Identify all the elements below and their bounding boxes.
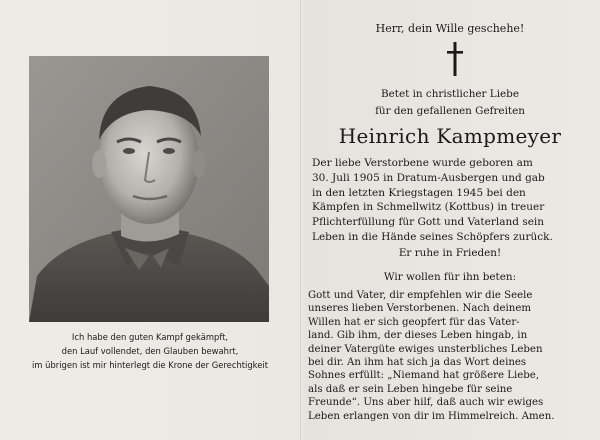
biography-text <box>312 156 576 245</box>
prayer-line: Leben erlangen von dir im Himmelreich. Amen. <box>308 410 555 422</box>
motto: Herr, dein Wille geschehe! <box>375 22 525 35</box>
prayer-line: Willen hat er sich geopfert für das Vater- <box>308 316 520 328</box>
prayer-line: land. Gib ihm, der dieses Leben hingab, in <box>308 330 528 342</box>
prayer-line: unseres lieben Verstorbenen. Nach deinem <box>308 303 532 315</box>
prayer-line: Freunde“. Uns aber hilf, daß auch wir ewiges <box>308 397 544 409</box>
portrait-photo <box>29 56 269 322</box>
prayer-text <box>308 289 578 423</box>
prayer-line: Gott und Vater, dir empfehlen wir die Seele <box>308 290 533 301</box>
prayer-line: bei dir. An ihm hat sich ja das Wort deines <box>308 357 527 369</box>
bio-line: Leben in die Hände seines Schöpfers zurück. <box>312 230 553 243</box>
prayer-line: deiner Vatergüte ewiges unsterbliches Leben <box>308 343 543 355</box>
verse-block <box>0 330 300 372</box>
intro-block <box>300 86 600 120</box>
verse-line: den Lauf vollendet, den Glauben bewahrt, <box>61 346 239 356</box>
verse-line: Ich habe den guten Kampf gekämpft, <box>71 332 229 342</box>
prayer-line: Sohnes erfüllt: „Niemand hat größere Liebe, <box>308 370 540 382</box>
bio-line: Kämpfen in Schmellwitz (Kottbus) in treuer <box>312 201 545 214</box>
card-fold-line <box>300 0 301 440</box>
intro-line: für den gefallenen Gefreiten <box>375 105 525 117</box>
latin-cross-icon <box>446 42 464 76</box>
verse-line: im übrigen ist mir hinterlegt die Krone der Gerechtigkeit <box>31 360 268 370</box>
prayer-intro: Wir wollen für ihn beten: <box>383 271 517 283</box>
bio-line: Der liebe Verstorbene wurde geboren am <box>312 157 533 169</box>
bio-line: in den letzten Kriegstagen 1945 bei den <box>312 186 526 199</box>
rest-in-peace-line: Er ruhe in Frieden! <box>398 247 502 259</box>
bio-line: 30. Juli 1905 in Dratum-Ausbergen und gab <box>312 171 545 184</box>
prayer-line: als daß er sein Leben hingebe für seine <box>308 383 513 395</box>
intro-line: Betet in christlicher Liebe <box>381 88 519 100</box>
deceased-name: Heinrich Kampmeyer <box>338 124 562 148</box>
soldier-portrait-image <box>29 56 269 322</box>
bio-line: Pflichterfüllung für Gott und Vaterland sein <box>312 216 545 229</box>
